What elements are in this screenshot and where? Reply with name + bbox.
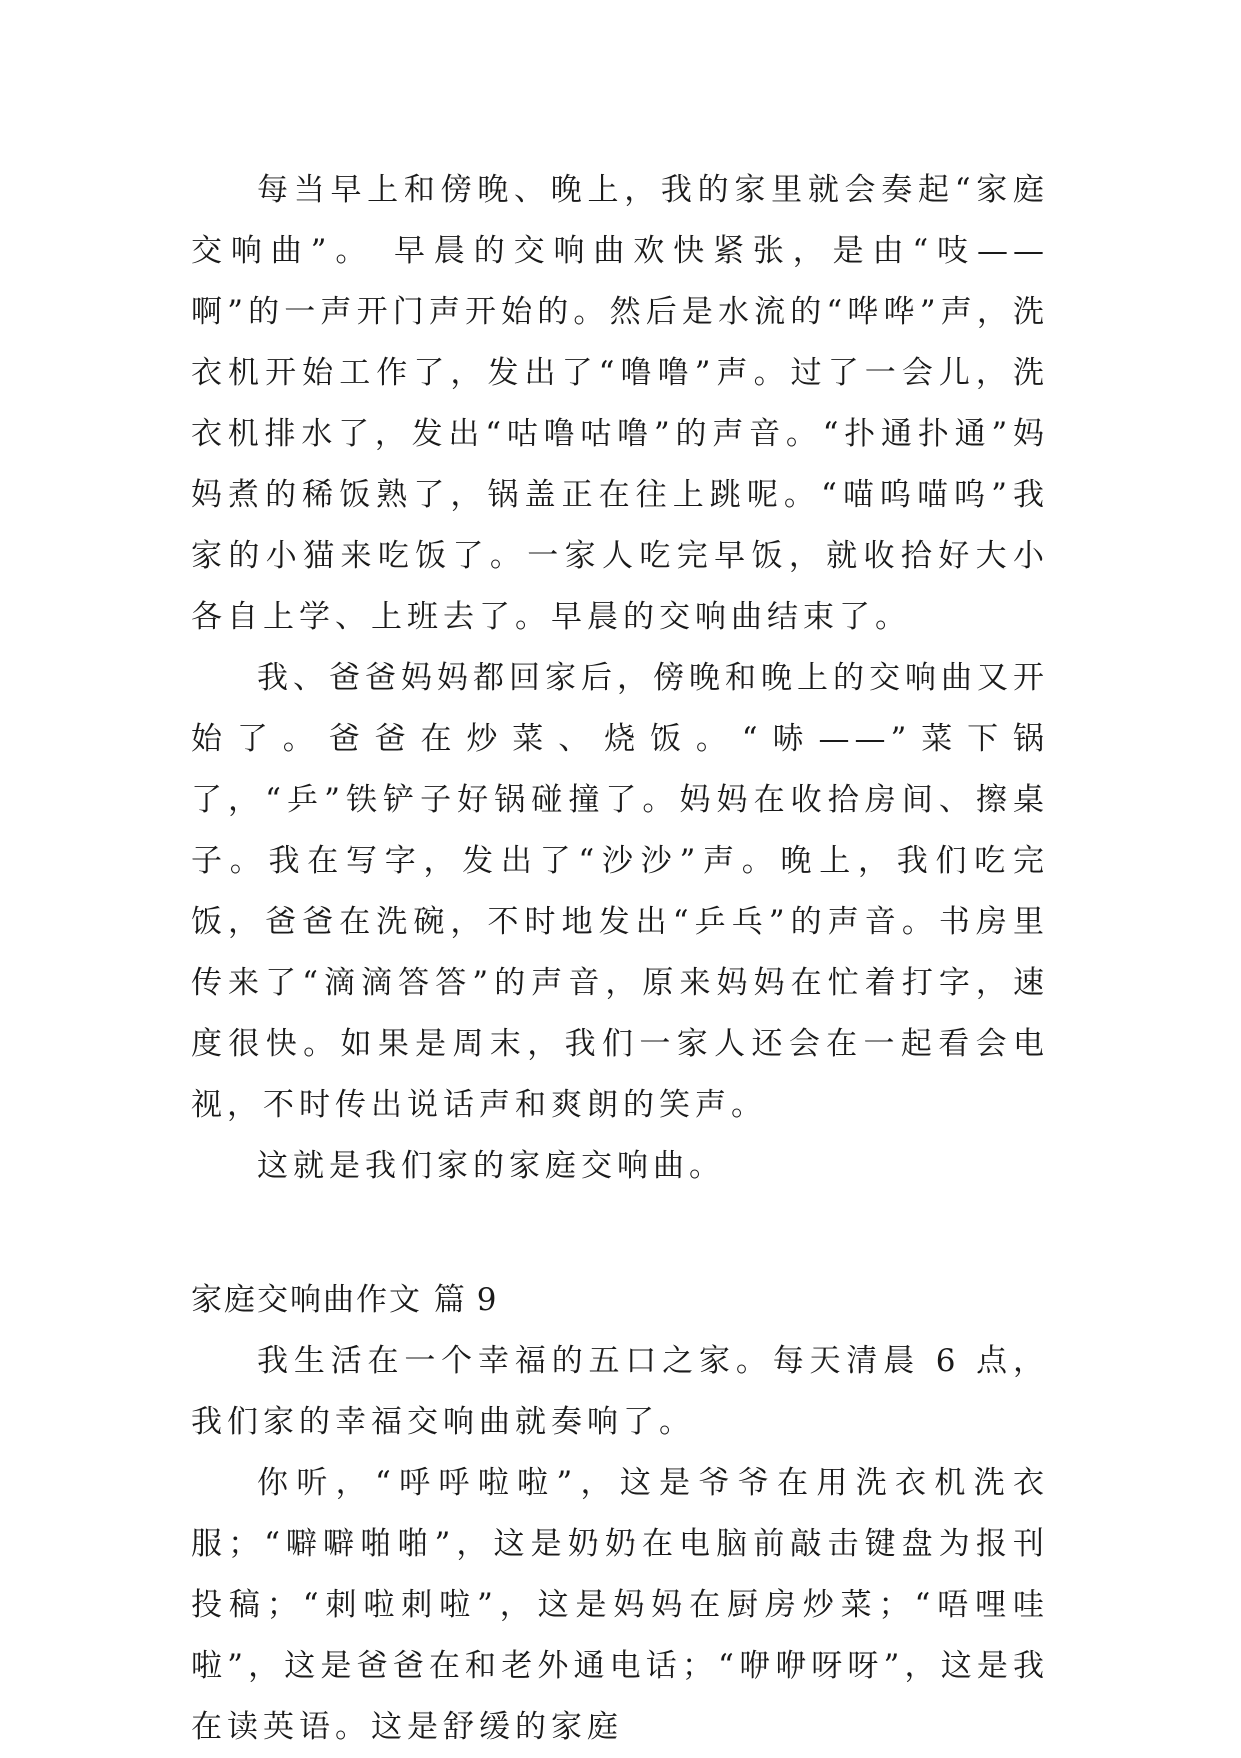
essay-title: 家庭交响曲作文	[191, 1282, 422, 1318]
text-column	[191, 160, 1049, 1758]
paragraph-intro: 我生活在一个幸福的五口之家。每天清晨 6 点，我们家的幸福交响曲就奏响了。	[191, 1343, 1049, 1440]
paragraph-evening-symphony: 我、爸爸妈妈都回家后，傍晚和晚上的交响曲又开始了。爸爸在炒菜、烧饭。“哧——”菜下锅了，“乒”铁铲子好锅碰撞了。妈妈在收拾房间、擦桌子。我在写字，发出了“沙沙”声。晚上，我们吃完饭，爸爸在洗碗，不时地发出“乒乓”的声音。书房里传来了“滴滴答答”的声音，原来妈妈在忙着打字，速度很快。如果是周末，我们一家人还会在一起看会电视，不时传出说话声和爽朗的笑声。	[191, 660, 1049, 1123]
essay-heading	[191, 1270, 1049, 1331]
paragraph-listen: 你听，“呼呼啦啦”，这是爷爷在用洗衣机洗衣服；“噼噼啪啪”，这是奶奶在电脑前敲击键盘为报刊投稿；“刺啦刺啦”，这是妈妈在厨房炒菜；“唔哩哇啦”，这是爸爸在和老外通电话；“咿咿呀呀”，这是我在读英语。这是舒缓的家庭	[191, 1465, 1049, 1745]
paragraph-morning-symphony: 每当早上和傍晚、晚上，我的家里就会奏起“家庭交响曲”。 早晨的交响曲欢快紧张，是由“吱——啊”的一声开门声开始的。然后是水流的“哗哗”声，洗衣机开始工作了，发出了“噜噜”声。过了一会儿，洗衣机排水了，发出“咕噜咕噜”的声音。“扑通扑通”妈妈煮的稀饭熟了，锅盖正在往上跳呢。“喵呜喵呜”我家的小猫来吃饭了。一家人吃完早饭，就收拾好大小各自上学、上班去了。早晨的交响曲结束了。	[191, 172, 1049, 635]
essay-number: 篇 9	[433, 1282, 498, 1318]
paragraph-closing-line: 这就是我们家的家庭交响曲。	[257, 1148, 725, 1184]
